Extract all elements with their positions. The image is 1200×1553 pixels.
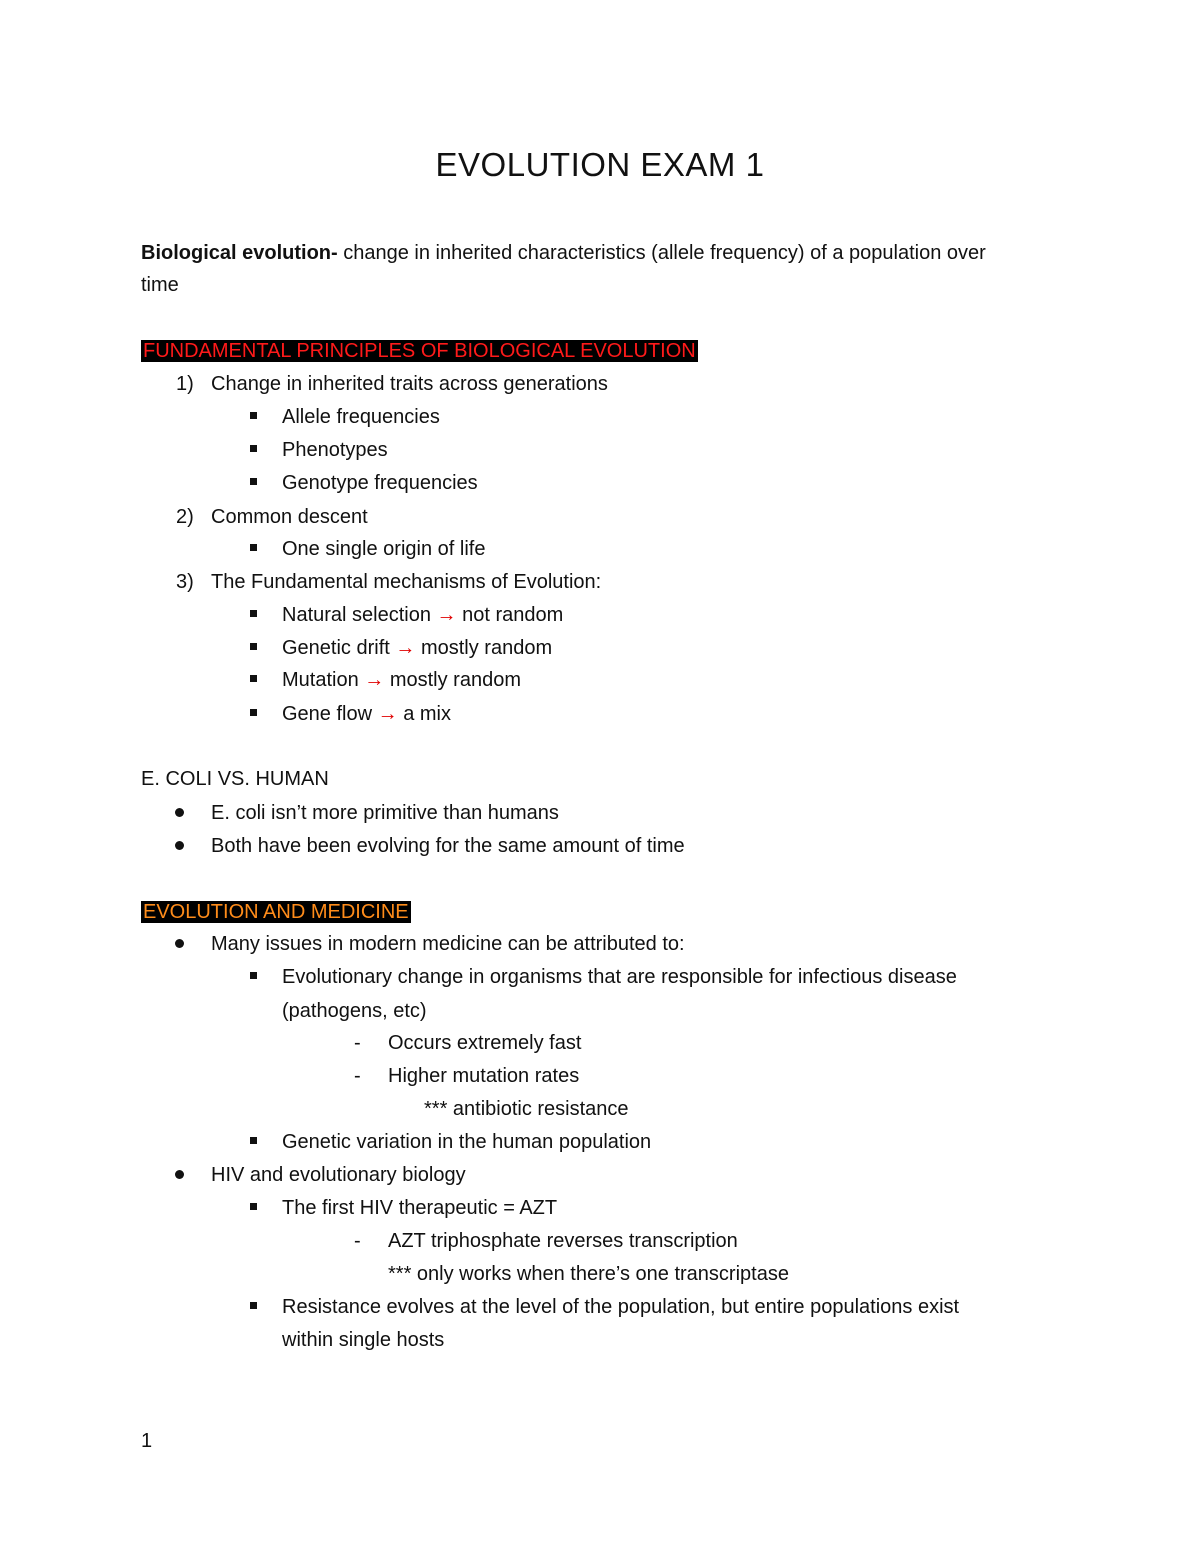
sub-item: Resistance evolves at the level of the population, but entire populations exist: [282, 1296, 960, 1318]
red-arrow-icon: →: [395, 637, 416, 659]
mechanism-label: Genetic drift: [282, 637, 390, 659]
bullet-item: Both have been evolving for the same amount of time: [211, 835, 685, 857]
bullet-item: Many issues in modern medicine can be attributed to:: [211, 933, 685, 955]
list-item: Change in inherited traits across generations: [211, 373, 608, 395]
mechanism-label: Natural selection: [282, 604, 431, 626]
mechanism-label: Gene flow: [282, 703, 373, 725]
square-bullet-icon: [250, 412, 257, 419]
red-arrow-icon: →: [436, 604, 457, 626]
round-bullet-icon: [175, 841, 184, 850]
square-bullet-icon: [250, 709, 257, 716]
square-bullet-icon: [250, 445, 257, 452]
sub-item-continuation: (pathogens, etc): [282, 1000, 427, 1022]
square-bullet-icon: [250, 675, 257, 682]
square-bullet-icon: [250, 610, 257, 617]
square-bullet-icon: [250, 972, 257, 979]
round-bullet-icon: [175, 1170, 184, 1179]
heading-highlight: FUNDAMENTAL PRINCIPLES OF BIOLOGICAL EVOLUTION: [143, 340, 696, 362]
list-number: 2): [176, 506, 194, 528]
mechanism-item: [282, 635, 552, 661]
dash-item: AZT triphosphate reverses transcription: [388, 1230, 738, 1252]
mechanism-item: [282, 667, 521, 693]
mechanism-value: mostly random: [389, 669, 521, 691]
square-bullet-icon: [250, 478, 257, 485]
mechanism-label: Mutation: [282, 669, 359, 691]
mechanism-value: not random: [462, 604, 564, 626]
section-heading-ecoli: E. COLI VS. HUMAN: [141, 768, 329, 790]
list-number: 3): [176, 571, 194, 593]
definition-term: Biological evolution-: [141, 242, 338, 264]
square-bullet-icon: [250, 643, 257, 650]
list-number: 1): [176, 373, 194, 395]
mechanism-item: [282, 701, 451, 727]
note-line: *** only works when there’s one transcriptase: [388, 1263, 789, 1285]
sub-item: Genotype frequencies: [282, 472, 478, 494]
round-bullet-icon: [175, 939, 184, 948]
bullet-item: HIV and evolutionary biology: [211, 1164, 466, 1186]
mechanism-value: a mix: [403, 703, 451, 725]
definition-line-2: time: [141, 274, 179, 296]
page-number: 1: [141, 1430, 153, 1452]
sub-item: The first HIV therapeutic = AZT: [282, 1197, 558, 1219]
dash-item: Higher mutation rates: [388, 1065, 580, 1087]
heading-highlight: EVOLUTION AND MEDICINE: [143, 901, 409, 923]
square-bullet-icon: [250, 1203, 257, 1210]
sub-item: Evolutionary change in organisms that are responsible for infectious disease: [282, 966, 957, 988]
sub-item-continuation: within single hosts: [282, 1329, 445, 1351]
square-bullet-icon: [250, 1302, 257, 1309]
page-title: EVOLUTION EXAM 1: [435, 146, 765, 183]
bullet-item: E. coli isn’t more primitive than humans: [211, 802, 559, 824]
definition-text: change in inherited characteristics (allele frequency) of a population over: [337, 242, 986, 264]
square-bullet-icon: [250, 544, 257, 551]
red-arrow-icon: →: [377, 703, 398, 725]
sub-item: Phenotypes: [282, 439, 388, 461]
list-item: Common descent: [211, 506, 368, 528]
dash-bullet: -: [354, 1032, 361, 1054]
dash-item: Occurs extremely fast: [388, 1032, 582, 1054]
red-arrow-icon: →: [364, 669, 385, 691]
sub-item: Allele frequencies: [282, 406, 440, 428]
square-bullet-icon: [250, 1137, 257, 1144]
section-heading-medicine: [141, 899, 411, 925]
dash-bullet: -: [354, 1065, 361, 1087]
round-bullet-icon: [175, 808, 184, 817]
mechanism-item: [282, 602, 563, 628]
mechanism-value: mostly random: [420, 637, 553, 659]
sub-item: One single origin of life: [282, 538, 486, 560]
list-item: The Fundamental mechanisms of Evolution:: [211, 571, 602, 593]
note-line: *** antibiotic resistance: [424, 1098, 629, 1120]
dash-bullet: -: [354, 1230, 361, 1252]
definition-line-1: [141, 240, 986, 266]
sub-item: Genetic variation in the human population: [282, 1131, 652, 1153]
section-heading-fundamental: [141, 338, 698, 364]
